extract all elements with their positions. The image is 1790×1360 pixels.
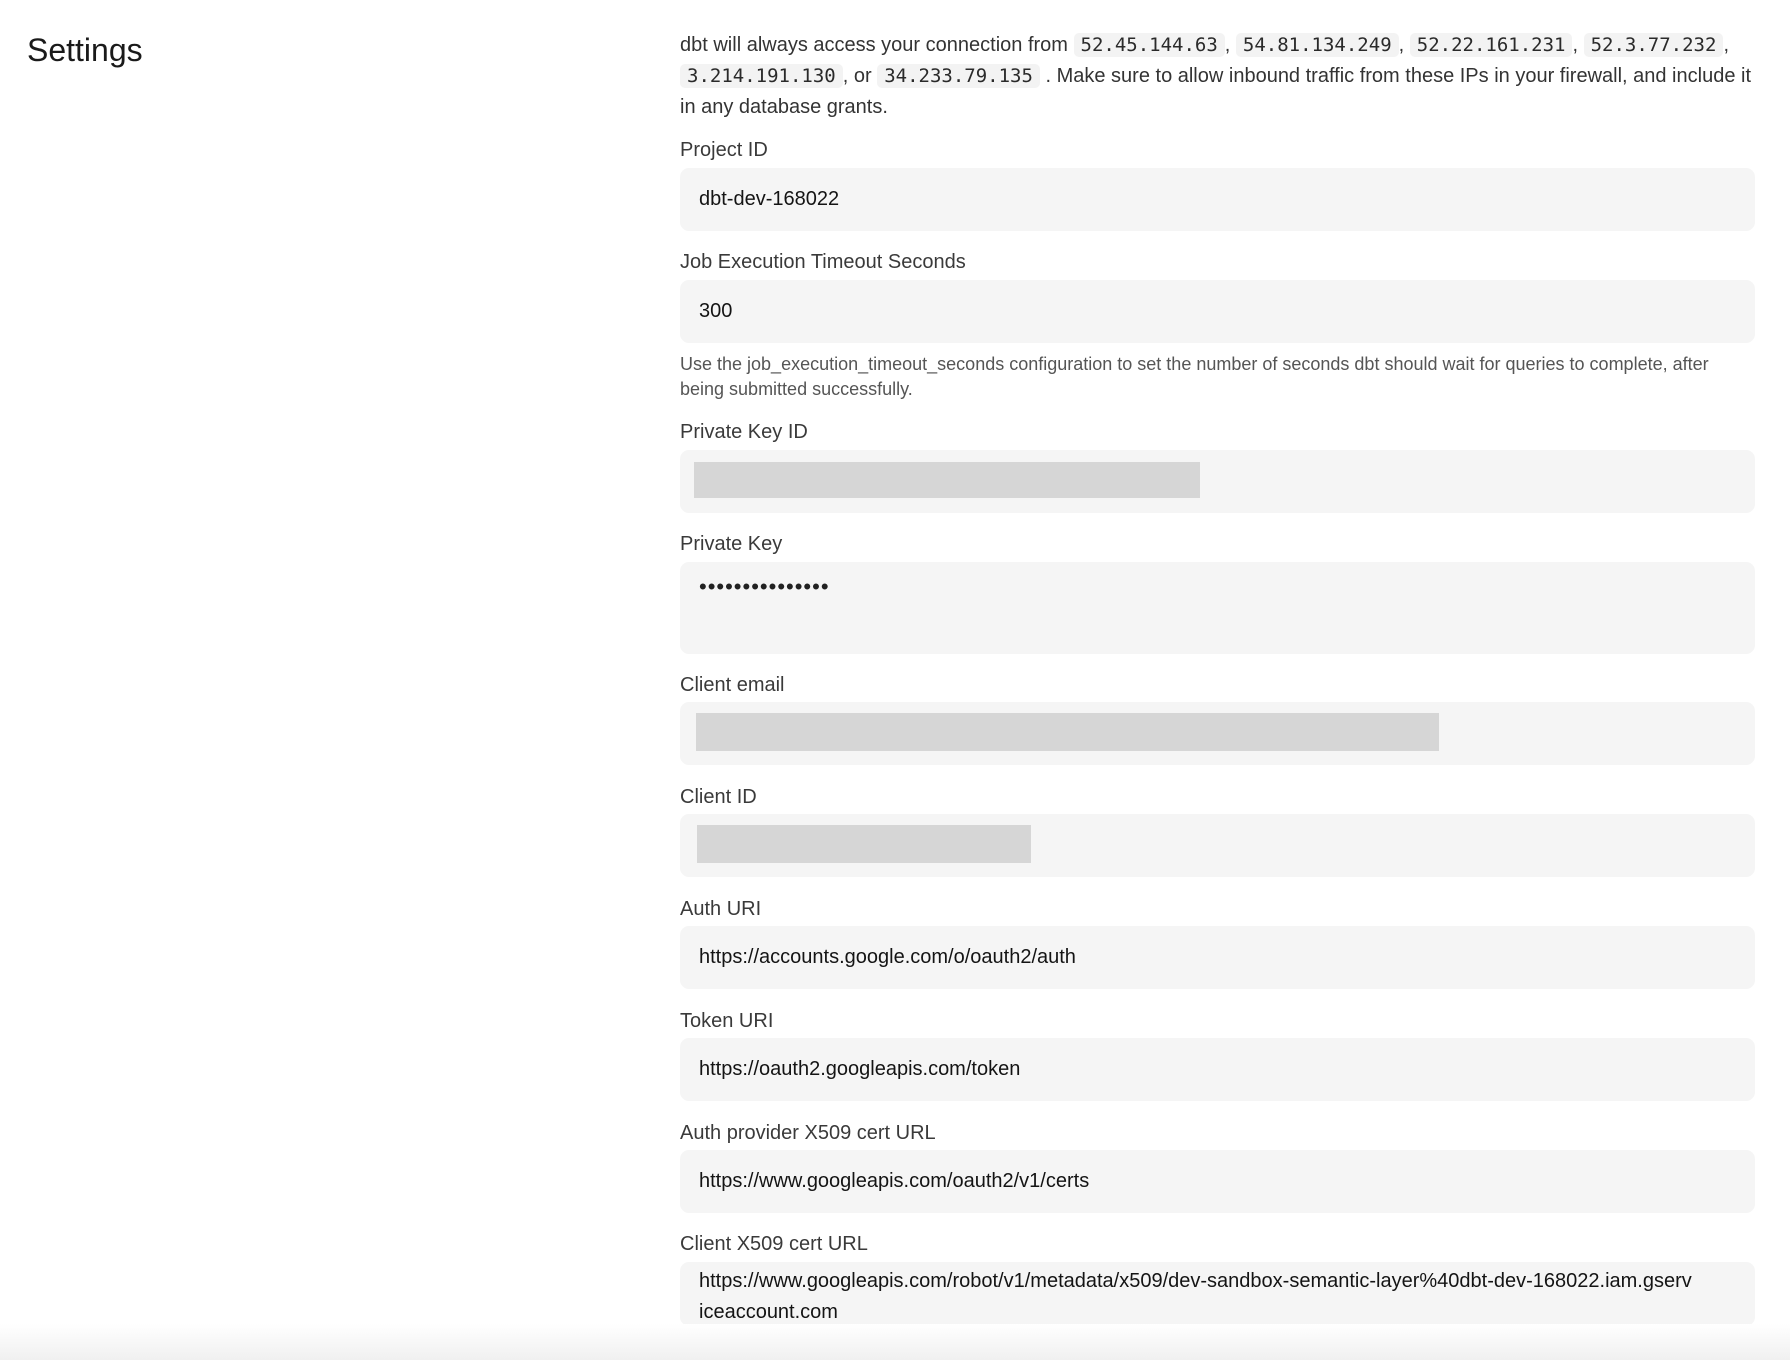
separator: , bbox=[1224, 34, 1231, 56]
separator: , bbox=[1398, 34, 1405, 56]
timeout-help-text: Use the job_execution_timeout_seconds configuration to set the number of seconds dbt should wait for queries to complete, after being submitted successfully. bbox=[680, 354, 1709, 399]
auth-uri-input[interactable] bbox=[680, 926, 1755, 989]
token-uri-input[interactable] bbox=[680, 1038, 1755, 1101]
ip-address: 34.233.79.135 bbox=[877, 64, 1040, 88]
separator: , bbox=[1723, 34, 1730, 56]
ip-address: 54.81.134.249 bbox=[1236, 33, 1399, 57]
redacted-value bbox=[696, 713, 1439, 751]
private-key-textarea[interactable] bbox=[680, 562, 1755, 654]
timeout-label: Job Execution Timeout Seconds bbox=[680, 251, 966, 273]
redacted-value bbox=[697, 825, 1031, 863]
auth-provider-cert-input[interactable] bbox=[680, 1150, 1755, 1213]
bottom-fade bbox=[0, 1324, 1790, 1360]
token-uri-value: https://oauth2.googleapis.com/token bbox=[699, 1058, 1021, 1080]
private-key-id-label: Private Key ID bbox=[680, 421, 808, 443]
auth-uri-label: Auth URI bbox=[680, 898, 762, 920]
ip-address: 52.3.77.232 bbox=[1584, 33, 1724, 57]
auth-provider-cert-label: Auth provider X509 cert URL bbox=[680, 1122, 936, 1144]
client-id-input[interactable] bbox=[680, 814, 1755, 877]
client-cert-textarea[interactable] bbox=[680, 1262, 1755, 1326]
timeout-input[interactable] bbox=[680, 280, 1755, 343]
client-email-label: Client email bbox=[680, 674, 785, 696]
client-cert-label: Client X509 cert URL bbox=[680, 1233, 868, 1255]
intro-text: . Make sure to allow inbound traffic from these IPs in your firewall, and include it in any database grants. bbox=[680, 65, 1751, 118]
intro-text: dbt will always access your connection from bbox=[680, 34, 1068, 56]
ip-address: 3.214.191.130 bbox=[680, 64, 843, 88]
redacted-value bbox=[694, 462, 1200, 498]
ip-address: 52.22.161.231 bbox=[1410, 33, 1573, 57]
token-uri-label: Token URI bbox=[680, 1010, 774, 1032]
separator: , bbox=[1572, 34, 1579, 56]
timeout-value: 300 bbox=[699, 300, 733, 322]
page-title: Settings bbox=[27, 32, 143, 68]
ip-address: 52.45.144.63 bbox=[1074, 33, 1225, 57]
project-id-value: dbt-dev-168022 bbox=[699, 188, 840, 210]
private-key-label: Private Key bbox=[680, 533, 783, 555]
auth-uri-value: https://accounts.google.com/o/oauth2/auth bbox=[699, 946, 1076, 968]
private-key-masked: ••••••••••••••• bbox=[699, 574, 830, 599]
project-id-input[interactable] bbox=[680, 168, 1755, 231]
private-key-id-input[interactable] bbox=[680, 450, 1755, 513]
auth-provider-cert-value: https://www.googleapis.com/oauth2/v1/certs bbox=[699, 1170, 1090, 1192]
ip-allowlist-notice bbox=[680, 30, 1760, 123]
client-cert-value: https://www.googleapis.com/robot/v1/metadata/x509/dev-sandbox-semantic-layer%40dbt-dev-168022.iam.gserviceaccount.com bbox=[699, 1270, 1692, 1323]
project-id-label: Project ID bbox=[680, 139, 768, 161]
client-id-label: Client ID bbox=[680, 786, 757, 808]
separator: , or bbox=[842, 65, 872, 87]
client-email-input[interactable] bbox=[680, 702, 1755, 765]
